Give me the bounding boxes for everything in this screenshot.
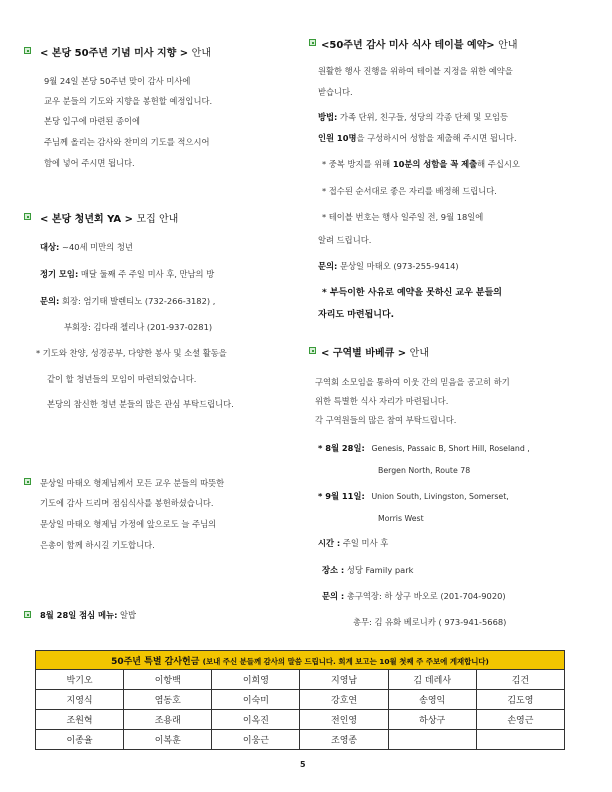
reservation-warning-1: * 부득이한 사유로 예약을 못하신 교우 분들의: [322, 288, 502, 298]
bbq-date1-value: Genesis, Passaic B, Short Hill, Roseland ,: [371, 444, 530, 453]
note1-bold: 10분의 성함을 꼭 제출: [392, 159, 478, 169]
donor-cell: 이희영: [212, 670, 300, 690]
green-square-bullet-icon: [309, 39, 316, 46]
memorial-line-1: 9월 24일 본당 50주년 맞이 감사 미사에: [44, 76, 191, 86]
page-number: 5: [300, 760, 306, 769]
thanks-line-3: 문상일 마태오 형제님 가정에 앞으로도 늘 주님의: [40, 519, 217, 529]
donor-cell: 조원혁: [36, 710, 124, 730]
bbq-contact-label: 문의 :: [322, 591, 345, 601]
lunch-value: 알밥: [120, 610, 137, 620]
ya-contact-value: 회장: 엄기태 발렌티노 (732-266-3182) ,: [62, 296, 216, 306]
donor-cell: 김건: [476, 670, 564, 690]
memorial-title-text: < 본당 50주년 기념 미사 지향 >: [40, 48, 189, 59]
donor-cell: 손영근: [476, 710, 564, 730]
donor-cell: 하상구: [388, 710, 476, 730]
donor-cell: 이웅근: [212, 730, 300, 750]
ya-meeting: [40, 268, 214, 280]
memorial-line-2: 교우 분들의 기도와 지향을 봉헌할 예정입니다.: [44, 96, 213, 106]
reservation-intro-1: 원활한 행사 진행을 위하여 테이블 지정을 위한 예약을: [318, 66, 513, 76]
ya-line-3: 본당의 참신한 청년 분들의 많은 관심 부탁드립니다.: [47, 399, 234, 409]
thanks-line-1: 문상일 마태오 형제님께서 모든 교우 분들의 따뜻한: [40, 478, 225, 488]
ya-target-label: 대상:: [40, 242, 60, 252]
bbq-date2-value: Union South, Livingston, Somerset,: [371, 492, 509, 501]
donor-cell: 이옥진: [212, 710, 300, 730]
note1-pre: * 중복 방지를 위해: [322, 159, 393, 169]
donor-cell: 김 데레사: [388, 670, 476, 690]
reservation-note-3b: 알려 드립니다.: [318, 235, 372, 245]
donor-cell: 염동호: [124, 690, 212, 710]
ya-target-value: ~40세 미만의 청년: [62, 242, 133, 252]
thanks-line-2: 기도에 감사 드리며 점심식사를 봉헌하셨습니다.: [40, 498, 214, 508]
donor-cell: 전인영: [300, 710, 388, 730]
method-label: 방법:: [318, 112, 338, 122]
donation-title: 50주년 특별 감사헌금: [111, 656, 200, 667]
donor-cell: 이숙미: [212, 690, 300, 710]
donor-cell: [388, 730, 476, 750]
donor-cell: 지영식: [36, 690, 124, 710]
note1-post: 해 주십시오: [477, 159, 520, 169]
reservation-contact: [318, 260, 459, 272]
donor-cell: 이종율: [36, 730, 124, 750]
reservation-contact-value: 문상일 마태오 (973-255-9414): [340, 261, 459, 271]
table-row: [36, 730, 565, 750]
ya-line-2: 같이 할 청년들의 모임이 마련되었습니다.: [47, 374, 197, 384]
bbq-title: [321, 344, 429, 359]
lunch-menu: [40, 609, 136, 621]
reservation-method-2: [318, 132, 517, 144]
donor-cell: 지영남: [300, 670, 388, 690]
method-line2-rest: 을 구성하시어 성함을 제출해 주시면 됩니다.: [356, 133, 517, 143]
reservation-note-3: * 테이블 번호는 행사 일주일 전, 9월 18일에: [322, 212, 484, 222]
ya-line-1: * 기도와 찬양, 성경공부, 다양한 봉사 및 소셜 활동을: [36, 348, 227, 358]
reservation-intro-2: 받습니다.: [318, 87, 353, 97]
donor-cell: 이항백: [124, 670, 212, 690]
lunch-label: 8월 28일 점심 메뉴:: [40, 610, 118, 620]
donor-cell: 송영익: [388, 690, 476, 710]
bbq-date-1b: Bergen North, Route 78: [378, 466, 471, 475]
donor-cell: [476, 730, 564, 750]
table-row: [36, 670, 565, 690]
green-square-bullet-icon: [24, 478, 31, 485]
bbq-date-2b: Morris West: [378, 514, 424, 523]
table-row: [36, 710, 565, 730]
bbq-time-value: 주일 미사 후: [342, 538, 389, 548]
bbq-line-2: 위한 특별한 식사 자리가 마련됩니다.: [315, 396, 449, 406]
donor-cell: 조영종: [300, 730, 388, 750]
ya-title-suffix: 모집 안내: [136, 214, 179, 225]
memorial-line-3: 본당 입구에 마련된 종이에: [44, 116, 141, 126]
donor-cell: 강호연: [300, 690, 388, 710]
ya-contact-2: 부회장: 김다래 첼리나 (201-937-0281): [64, 322, 213, 332]
memorial-line-4: 주님께 올리는 감사와 찬미의 기도를 적으시어: [44, 137, 210, 147]
bbq-title-suffix: 안내: [409, 348, 429, 359]
memorial-line-5: 함에 넣어 주시면 됩니다.: [44, 158, 135, 168]
ya-contact: [40, 295, 215, 307]
ya-title: [40, 210, 178, 225]
green-square-bullet-icon: [24, 47, 31, 54]
reservation-title: [321, 36, 517, 51]
donor-cell: 이복훈: [124, 730, 212, 750]
bbq-place-value: 성당 Family park: [346, 565, 414, 575]
bbq-place: [322, 564, 413, 576]
reservation-method: [318, 111, 508, 123]
bbq-date1-label: * 8월 28일:: [318, 443, 365, 453]
bbq-contact-value: 총구역장: 하 상구 바오로 (201-704-9020): [346, 591, 506, 601]
ya-meeting-label: 정기 모임:: [40, 269, 79, 279]
reservation-contact-label: 문의:: [318, 261, 338, 271]
donor-cell: 김도영: [476, 690, 564, 710]
bbq-line-3: 각 구역원들의 많은 참여 부탁드립니다.: [315, 415, 457, 425]
bbq-time-label: 시간 :: [318, 538, 341, 548]
bbq-time: [318, 537, 388, 549]
ya-contact-label: 문의:: [40, 296, 60, 306]
bbq-place-label: 장소 :: [322, 565, 345, 575]
green-square-bullet-icon: [24, 611, 31, 618]
bbq-date2-label: * 9월 11일:: [318, 491, 365, 501]
ya-title-text: < 본당 청년회 YA >: [40, 214, 134, 225]
reservation-warning-2: 자리도 마련됩니다.: [318, 310, 395, 320]
memorial-title: [40, 44, 211, 59]
green-square-bullet-icon: [309, 347, 316, 354]
ya-target: [40, 241, 133, 253]
donor-cell: 조용래: [124, 710, 212, 730]
donor-cell: 박기오: [36, 670, 124, 690]
bbq-contact-2: 총무: 김 유화 베로니카 ( 973-941-5668): [353, 617, 507, 627]
method-line2-bold: 인원 10명: [318, 133, 357, 143]
method-value: 가족 단위, 친구들, 성당의 각종 단체 및 모임등: [340, 112, 509, 122]
donation-table: [35, 650, 565, 750]
reservation-title-text: <50주년 감사 미사 식사 테이블 예약>: [321, 40, 495, 51]
reservation-title-suffix: 안내: [498, 40, 518, 51]
bbq-date-2: [318, 490, 509, 502]
thanks-line-4: 은총이 함께 하시길 기도합니다.: [40, 540, 155, 550]
memorial-title-suffix: 안내: [191, 48, 211, 59]
donation-note: (보내 주신 분들께 감사의 말씀 드립니다. 회계 보고는 10월 첫째 주 주보에 게재합니다): [202, 656, 489, 666]
bbq-contact: [322, 590, 506, 602]
donation-header: [36, 651, 565, 670]
reservation-note-2: * 접수된 순서대로 좋은 자리를 배정해 드립니다.: [322, 186, 497, 196]
bbq-line-1: 구역회 소모임을 통하여 이웃 간의 믿음을 공고히 하기: [315, 377, 510, 387]
ya-meeting-value: 매달 둘째 주 주일 미사 후, 만남의 방: [80, 269, 215, 279]
bbq-date-1: [318, 442, 530, 454]
green-square-bullet-icon: [24, 213, 31, 220]
table-row: [36, 690, 565, 710]
reservation-note-1: [322, 158, 520, 170]
bbq-title-text: < 구역별 바베큐 >: [321, 348, 407, 359]
